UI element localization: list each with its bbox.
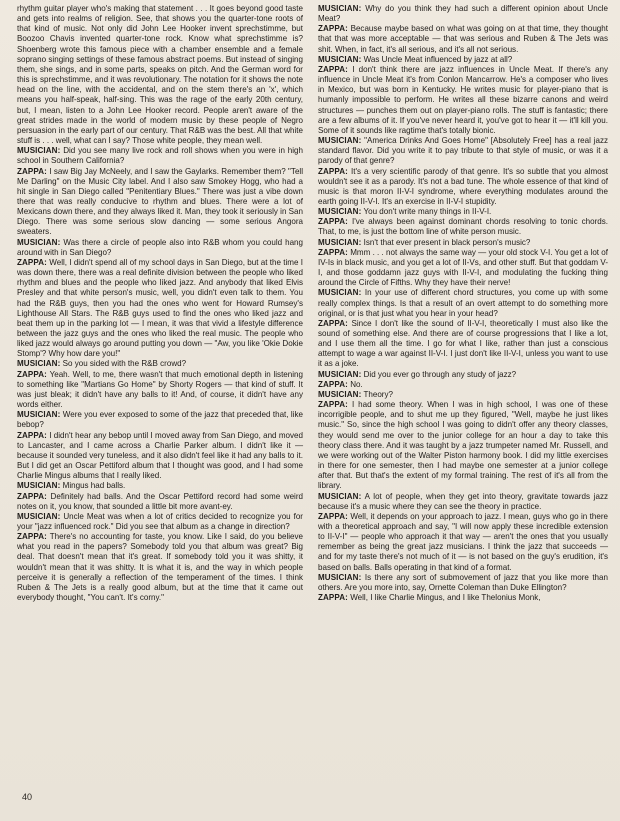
left-text-column: [17, 4, 303, 603]
speaker-label: MUSICIAN:: [17, 359, 61, 369]
interview-paragraph: [17, 410, 303, 430]
interview-paragraph: [318, 136, 608, 166]
interview-paragraph: [17, 258, 303, 360]
interview-paragraph: [17, 512, 303, 532]
interview-paragraph: [318, 4, 608, 24]
speaker-label: MUSICIAN:: [17, 481, 61, 491]
paragraph-text: Theory?: [363, 389, 393, 399]
paragraph-text: It's a very scientific parody of that genre. It's so subtle that you almost wouldn't see it as a parody. It's not a bad tune. The whole essence of that kind of music is that moron II-V-I syndrome, where everything modulates around the earth going II-V-I. It's an exercise in II-V-I stupidity.: [318, 166, 608, 206]
speaker-label: ZAPPA:: [318, 511, 348, 521]
interview-paragraph: [318, 248, 608, 289]
interview-paragraph: [17, 431, 303, 482]
paragraph-text: Did you ever go through any study of jazz?: [363, 369, 517, 379]
interview-paragraph: [318, 24, 608, 54]
speaker-label: ZAPPA:: [17, 532, 47, 542]
paragraph-text: I didn't hear any bebop until I moved away from San Diego, and moved to Lancaster, and I came across a Charlie Parker album. I didn't like it — because it sounded very tuneless, and it also didn't feel like it had any balls to it. But I did get an Oscar Pettiford album that I thought was good, and I had some Charlie Mingus albums that I really liked.: [17, 430, 303, 481]
paragraph-text: Since I don't like the sound of II-V-I, theoretically I must also like the sound of something else. And there are of course progressions that I like a lot, and I use them all the time. I go for what I like, rather than just a conscious attempt to wage a war against II-V-I. I just don't like II-V-I, unless you want to use it as a joke.: [318, 318, 608, 369]
paragraph-text: Yeah. Well, to me, there wasn't that much emotional depth in listening to something like "Martians Go Home" by Shorty Rogers — that kind of stuff. It was just bleak; it didn't have any balls to it! And, of course, it didn't have any words either.: [17, 369, 303, 410]
speaker-label: ZAPPA:: [17, 369, 47, 379]
speaker-label: MUSICIAN:: [318, 491, 362, 501]
paragraph-text: I've always been against dominant chords resolving to tonic chords. That, to me, is just the bottom line of white person music.: [318, 217, 608, 237]
speaker-label: ZAPPA:: [318, 24, 348, 34]
interview-paragraph: [318, 238, 608, 248]
paragraph-text: I saw Big Jay McNeely, and I saw the Gaylarks. Remember them? "Tell Me Darling" on the Music City label. And I also saw Smokey Hogg, who had a hit single in San Diego called "Penitentiary Blues." There was just a vibe down there that was really conducive to rhythm and blues. There were a lot of Mexicans down there, and they always liked it. Man, they took it seriously in San Diego. There was some serious slow dancing — some serious Angora sweaters.: [17, 166, 303, 237]
interview-paragraph: [318, 370, 608, 380]
paragraph-text: Because maybe based on what was going on at that time, they thought that that was more acceptable — that was serious and Ruben & The Jets was shit. When, in fact, it's all serious, and it's all not serious.: [318, 24, 608, 54]
speaker-label: MUSICIAN:: [318, 54, 362, 64]
speaker-label: MUSICIAN:: [318, 389, 362, 399]
paragraph-text: So you sided with the R&B crowd?: [62, 359, 187, 369]
speaker-label: MUSICIAN:: [17, 511, 61, 521]
paragraph-text: Were you ever exposed to some of the jazz that preceded that, like bebop?: [17, 410, 303, 430]
speaker-label: ZAPPA:: [17, 491, 47, 501]
interview-paragraph: [17, 370, 303, 411]
interview-paragraph: [318, 512, 608, 573]
speaker-label: MUSICIAN:: [17, 237, 61, 247]
paragraph-text: Uncle Meat was when a lot of critics decided to recognize you for your "jazz influenced rock." Did you see that album as a change in direction?: [17, 511, 303, 531]
speaker-label: MUSICIAN:: [318, 369, 362, 379]
paragraph-text: rhythm guitar player who's making that statement . . . It goes beyond good taste and gets into realms of religion. See, that shows you the quarter-tone roots of that kind of music. Not only did John Lee Hooker invent sprechstimme, but Boozoo Chavis invented quarter-tone rock. Know what sprechstimme is? Shoenberg wrote this famous piece with a chamber ensemble and a female soprano singing settings of these famous abstract poems. But instead of singing them, she sings, and in some parts, speaks on pitch. And the German word for this is sprechstimme, and it was revolutionary. The notation for it shows the note head on the line, with the accidental, and on the stem there's an 'x', which means you half-speak, half-sing. This was the rage of the early 20th century, but, I mean, listen to a John Lee Hooker record. People aren't aware of the great strides made in the world of modern music by these people of Negro persuasion in the early part of our century. That R&B was the best. All that white stuff is . . . well, what can I say? Those white people, they mean well.: [17, 4, 303, 146]
paragraph-text: Well, I like Charlie Mingus, and I like Thelonius Monk,: [350, 593, 541, 603]
right-text-column: [318, 4, 608, 603]
paragraph-text: No.: [350, 379, 363, 389]
interview-paragraph: [17, 238, 303, 258]
paragraph-text: You don't write many things in II-V-I.: [363, 207, 492, 217]
paragraph-text: There's no accounting for taste, you know. Like I said, do you believe what you read in the papers? Somebody told you that album was great? Big deal. That doesn't mean that it's great. If somebody told you it was shitty, it wouldn't mean that it was shitty. It is what it is, and the way in which people perceive it is generally a reflection of the temperament of the times. I think Ruben & The Jets is a really good album, but at the time that it came out everybody thought, "You can't. It's corny.": [17, 532, 304, 603]
speaker-label: ZAPPA:: [318, 318, 348, 328]
speaker-label: ZAPPA:: [318, 247, 348, 257]
paragraph-text: Did you see many live rock and roll shows when you were in high school in Southern California?: [17, 146, 303, 166]
interview-paragraph: [318, 65, 608, 136]
paragraph-text: In your use of different chord structures, you come up with some really complex things. Is that a result of an overt attempt to do something more original, or is that just what you hear in your head?: [318, 288, 608, 318]
speaker-label: ZAPPA:: [17, 166, 47, 176]
interview-paragraph: [318, 390, 608, 400]
interview-paragraph: [318, 573, 608, 593]
interview-paragraph: [17, 492, 303, 512]
interview-paragraph: [17, 481, 303, 491]
paragraph-text: A lot of people, when they get into theory, gravitate towards jazz because it's a music where they can see the theory in practice.: [318, 491, 608, 511]
paragraph-text: Mingus had balls.: [62, 481, 126, 491]
page-number: 40: [22, 792, 33, 802]
speaker-label: MUSICIAN:: [318, 237, 362, 247]
paragraph-text: Was Uncle Meat influenced by jazz at all?: [363, 54, 513, 64]
paragraph-text: I had some theory. When I was in high school, I was one of these incorrigible people, and to shut me up they figured, "Well, maybe he just likes music." So, since the high school I was going to didn't offer any theory classes, they would send me over to the junior college for an hour a day to take this theory class there. And it was taught by a jazz trumpeter named Mr. Russell, and we were working out of the Walter Piston harmony book. I did my little exercises in there for one semester, then I had maybe one semester at a junior college after that. But that's the extent of my formal training. The rest of it's all from the library.: [318, 400, 608, 491]
speaker-label: ZAPPA:: [318, 217, 348, 227]
speaker-label: MUSICIAN:: [17, 410, 61, 420]
speaker-label: MUSICIAN:: [318, 136, 362, 146]
interview-paragraph: [318, 217, 608, 237]
interview-paragraph: [318, 55, 608, 65]
paragraph-text: Definitely had balls. And the Oscar Pettiford record had some weird notes on it, you know, that sounded a little bit more avant-ey.: [17, 491, 303, 511]
interview-paragraph: [318, 207, 608, 217]
paragraph-text: Was there a circle of people also into R&B whom you could hang around with in San Diego?: [17, 237, 303, 257]
speaker-label: MUSICIAN:: [318, 288, 362, 298]
speaker-label: MUSICIAN:: [318, 207, 362, 217]
speaker-label: MUSICIAN:: [17, 146, 61, 156]
speaker-label: ZAPPA:: [318, 379, 348, 389]
interview-paragraph: [17, 167, 303, 238]
interview-paragraph: [17, 532, 303, 603]
speaker-label: ZAPPA:: [17, 257, 47, 267]
interview-paragraph: [17, 359, 303, 369]
interview-paragraph: [318, 288, 608, 318]
speaker-label: ZAPPA:: [318, 64, 348, 74]
speaker-label: ZAPPA:: [17, 430, 47, 440]
interview-paragraph: [17, 146, 303, 166]
interview-paragraph: [318, 492, 608, 512]
paragraph-text: Is there any sort of submovement of jazz that you like more than others. Are you more into, say, Ornette Coleman than Duke Ellington?: [318, 572, 608, 592]
paragraph-text: Why do you think they had such a different opinion about Uncle Meat?: [318, 4, 608, 24]
interview-paragraph: [318, 380, 608, 390]
speaker-label: ZAPPA:: [318, 593, 348, 603]
paragraph-text: "America Drinks And Goes Home" [Absolutely Free] has a real jazz standard flavor. Did you write it to pay tribute to that style of music, or was it a parody of that genre?: [318, 136, 608, 166]
interview-paragraph: [318, 593, 608, 603]
speaker-label: ZAPPA:: [318, 400, 348, 410]
interview-paragraph: [318, 167, 608, 208]
paragraph-text: Well, I didn't spend all of my school days in San Diego, but at the time I was down there, there was a real definite division between the people who liked rhythm and blues and the people who liked jazz. And anybody that liked Elvis Presley and that white person's music, well, you didn't even talk to them. You had the R&B guys, then you had the ones who went for Howard Rumsey's Lighthouse All Stars. The R&B guys used to find the ones who liked jazz and beat them up in the parking lot — I mean, it was that vivid a lifestyle difference between the jazz guys and the ones who liked the real music. The people who liked jazz would always go around putting you down — "Aw, you like 'Okie Dokie Stomp'? Why how dare you!": [17, 257, 303, 359]
speaker-label: MUSICIAN:: [318, 572, 362, 582]
paragraph-text: I don't think there are jazz influences in Uncle Meat. If there's any influence in Uncle Meat it's from Conlon Mancarrow. He's a composer who lives in Mexico, but was born in Kentucky. He writes music for player-piano that is humanly impossible to perform. He writes all these bizarre canons and weird structures — punches them out on player-piano rolls. The stuff is fantastic; there are a few albums of it. If you've never heard it, you've got to hear it — it'll kill you. Some of it sounds like ragtime that's totally bionic.: [318, 64, 608, 135]
paragraph-text: Mmm . . . not always the same way — your old stock V-I. You get a lot of IV-Is in black music, and you get a lot of II-Vs, and other stuff. But that goddam V-I, and those goddamn jazz guys with II-V-I, and modulating the fucking thing around the Circle of Fifths. Why they have their nerve!: [318, 247, 608, 288]
speaker-label: ZAPPA:: [318, 166, 348, 176]
paragraph-text: Isn't that ever present in black person's music?: [363, 237, 531, 247]
paragraph-text: Well, it depends on your approach to jazz. I mean, guys who go in there with a theoretical approach and say, "I will now apply these incredible extension to II-V-I" — people who approach it that way — aren't the ones that you usually remember as being the great jazz musicians. I think the jazz that succeeds — and for my taste there's not much of it — is not based on the guy's erudition, it's based on balls. Balls operating in that kind of a format.: [318, 511, 608, 572]
interview-paragraph: [17, 4, 303, 146]
interview-paragraph: [318, 400, 608, 491]
interview-paragraph: [318, 319, 608, 370]
speaker-label: MUSICIAN:: [318, 4, 362, 13]
